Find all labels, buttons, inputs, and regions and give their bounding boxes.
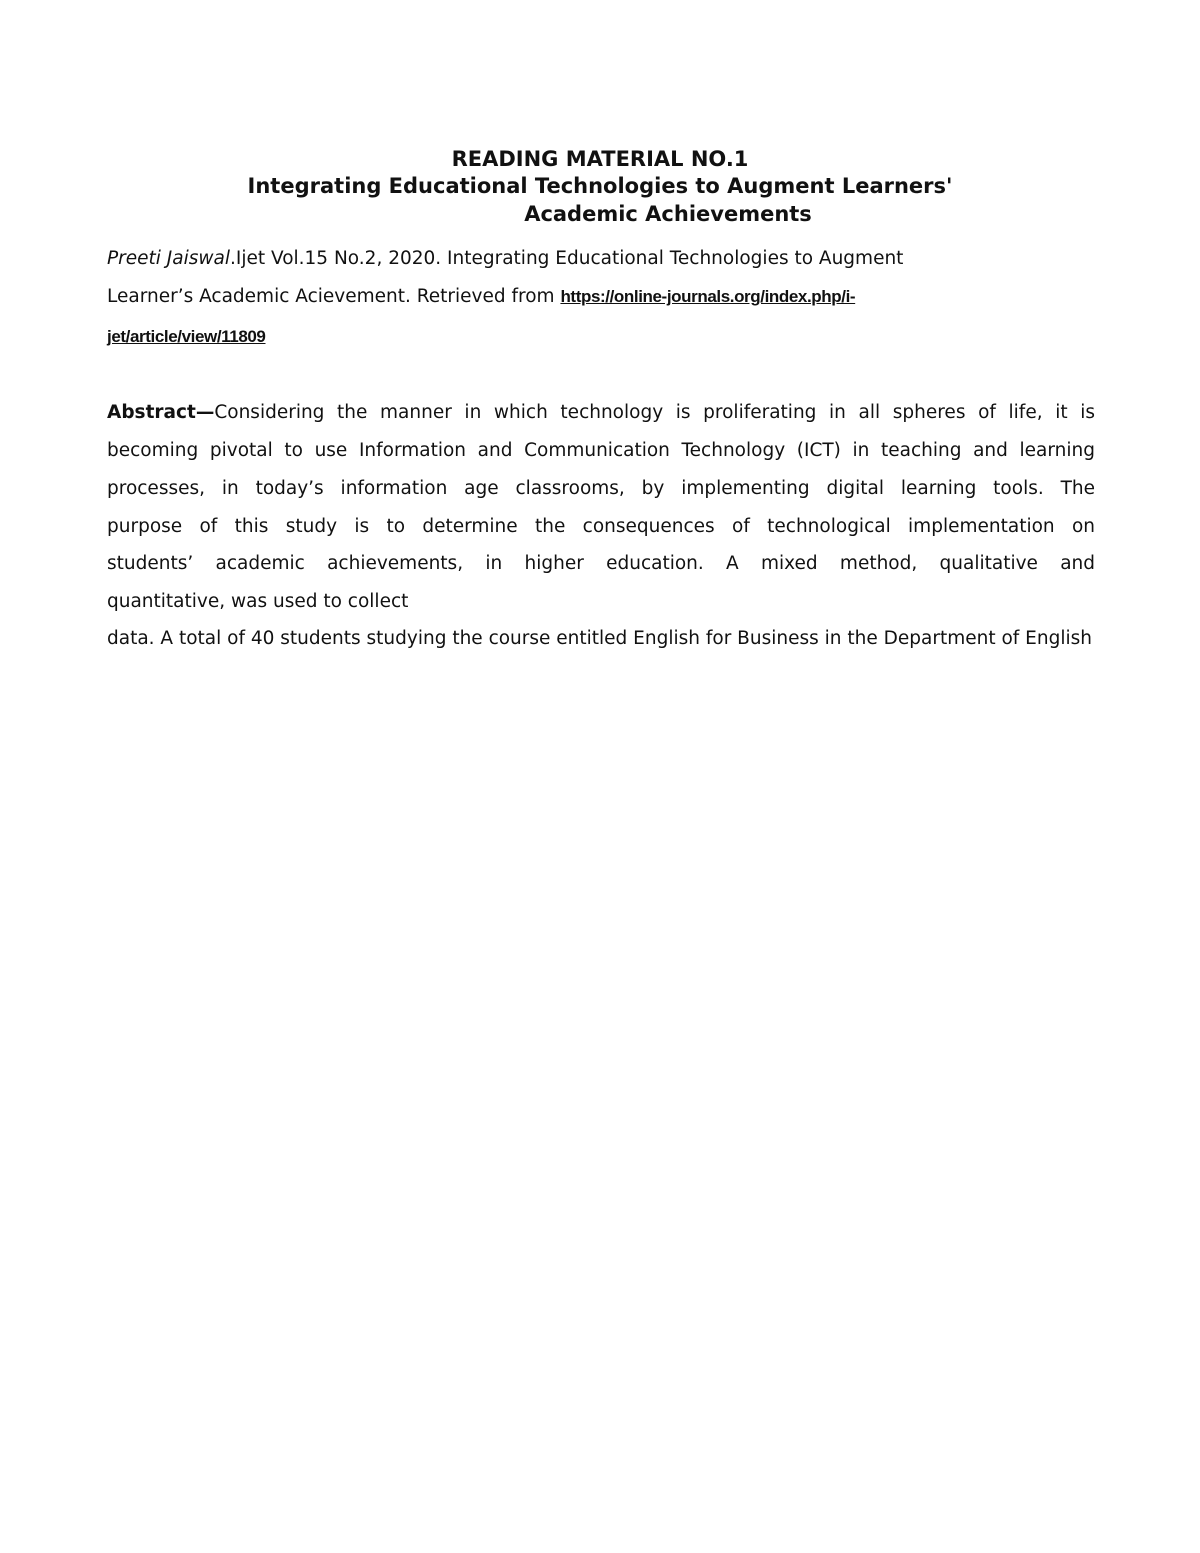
abstract-line-4: purpose of this study is to determine the consequences of technological implementation on — [107, 516, 1095, 537]
citation-url-link[interactable]: https://online-journals.org/index.php/i- — [560, 287, 856, 306]
abstract-continuation — [107, 627, 1117, 650]
citation-line-1 — [107, 246, 903, 272]
citation-retrieved-text: Learner’s Academic Acievement. Retrieved from — [107, 286, 561, 307]
abstract-line-1 — [107, 400, 1095, 426]
abstract-line-6: quantitative, was used to collect — [107, 591, 409, 612]
citation-line-2 — [107, 284, 855, 310]
abstract-continuation-text: data. A total of 40 students studying the course entitled English for Business in the Department of English — [107, 628, 1092, 649]
citation-journal: .Ijet Vol.15 No.2, 2020. Integrating Educational Technologies to Augment — [229, 248, 904, 269]
abstract-line-5: students’ academic achievements, in higher education. A mixed method, qualitative and — [107, 553, 1095, 574]
article-title-line-2: Academic Achievements — [524, 202, 812, 226]
abstract-line-1-text: Considering the manner in which technology is proliferating in all spheres of life, it is — [214, 402, 1095, 423]
reading-material-title: READING MATERIAL NO.1 — [451, 147, 749, 171]
citation-line-3 — [107, 324, 266, 350]
abstract-line-2: becoming pivotal to use Information and Communication Technology (ICT) in teaching and learning — [107, 440, 1095, 461]
abstract-line-3: processes, in today’s information age classrooms, by implementing digital learning tools. The — [107, 478, 1095, 499]
abstract-label: Abstract— — [107, 402, 215, 423]
citation-author: Preeti Jaiswal — [107, 248, 230, 269]
citation-url-link-continued[interactable]: jet/article/view/11809 — [107, 327, 266, 346]
article-title-line-1: Integrating Educational Technologies to Augment Learners' — [247, 174, 953, 198]
